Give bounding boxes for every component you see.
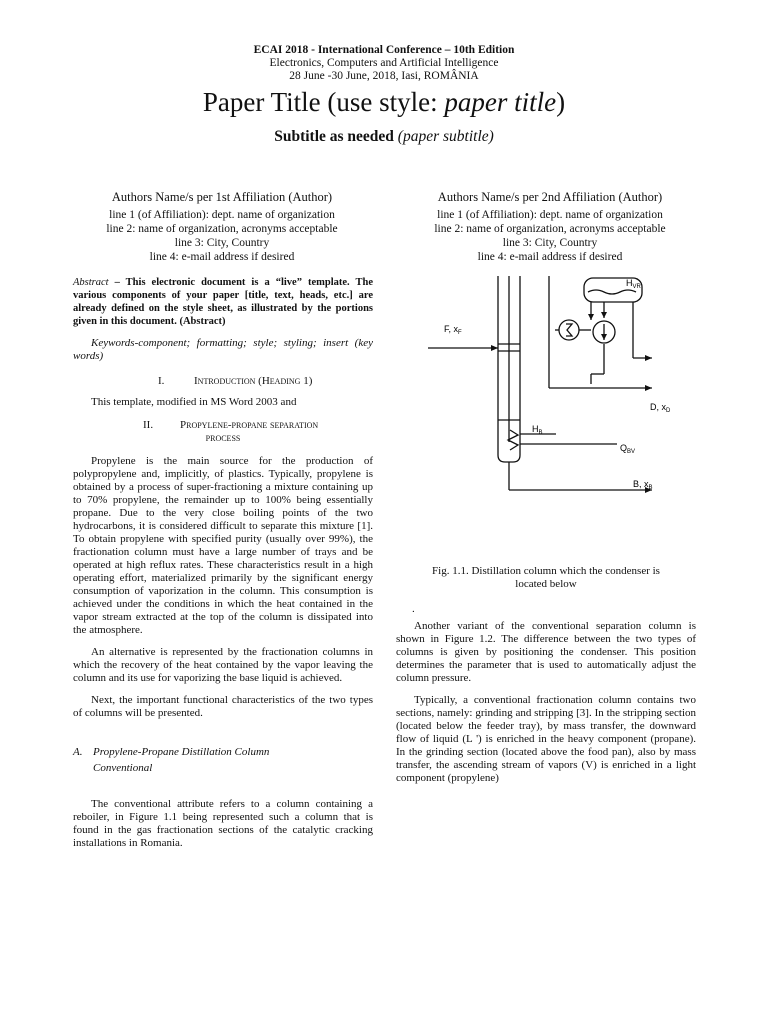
heading-separation-process	[73, 419, 373, 445]
subsection-title-line-2: Conventional	[93, 762, 153, 774]
section-number: I.	[158, 375, 165, 387]
right-column	[396, 565, 696, 785]
label-distillate: D, $x_D$	[650, 402, 671, 414]
paragraph-sections: Typically, a conventional fractionation column contains two sections, namely: grinding and stripping [3]. In the stripping section (located below the feeder tray), by mass transfer, the downward flow of liquid (L ') is enriched in the heavy component (propane). In the grinding section (located above the food pan), also by mass transfer, the ascending stream of vapors (V) is enriched in a light component (propylene)	[396, 694, 696, 784]
paper-title	[0, 86, 768, 118]
subtitle-italic: (paper subtitle)	[397, 128, 494, 145]
intro-text: This template, modified in MS Word 2003 and	[91, 396, 297, 408]
abstract	[73, 276, 373, 328]
paragraph-next: Next, the important functional characteristics of the two types of columns will be presented.	[73, 694, 373, 719]
figure-caption	[396, 565, 696, 591]
figure-distillation-column	[424, 272, 671, 496]
caption-line-1: Fig. 1.1. Distillation column which the condenser is	[432, 565, 660, 577]
conference-dates: 28 June -30 June, 2018, Iasi, ROMÂNIA	[289, 70, 479, 82]
left-column	[73, 276, 373, 850]
affiliation-line-2: line 2: name of organization, acronyms acceptable	[434, 223, 666, 235]
affiliation-line-2: line 2: name of organization, acronyms acceptable	[106, 223, 338, 235]
section-number: II.	[143, 419, 154, 431]
label-hb: $H_B$	[532, 424, 543, 436]
paragraph-variant: Another variant of the conventional separation column is shown in Figure 1.2. The difference between the two types of columns is given by positioning the condenser. This position determines the parameter that is used to automatically adjust the column pressure.	[396, 620, 696, 684]
title-close: )	[556, 87, 566, 117]
label-feed: F, $x_F$	[444, 324, 462, 336]
subsection-title-line-1: Propylene-Propane Distillation Column	[93, 746, 270, 758]
paragraph-conventional: The conventional attribute refers to a column containing a reboiler, in Figure 1.1 being represented such a column that is found in the gas fractionation sections of the catalytic cracking installations in Romania.	[73, 798, 373, 849]
conference-name: ECAI 2018 - International Conference – 10th Edition	[253, 44, 515, 56]
conference-topic: Electronics, Computers and Artificial Intelligence	[269, 57, 499, 69]
paragraph-propylene: Propylene is the main source for the production of polypropylene and, implicitly, of plastics. Typically, propylene is obtained by a process of super-fractioning a mixture containing up to 70% propylene, the remainder up to 100% being essentially propane. Due to the very close boiling points of the two hydrocarbons, it is considered difficult to separate this mixture [1]. To obtain propylene with specified purity (usually over 99%), the fractionation column must have a large number of trays and be operated at high reflux rates. These characteristics result in a high operating effort, materialized primarily by the significant energy consumption of vaporization in the column. This consumption is achieved under the conditions in which the heat contained in the vapor stream extracted at the top of the column is dissipated into the atmosphere.	[73, 455, 373, 636]
title-italic: paper title	[444, 87, 557, 117]
section-title-line-1: Propylene-propane separation	[180, 419, 319, 431]
author-block-2	[394, 189, 706, 264]
affiliation-line-4: line 4: e-mail address if desired	[149, 251, 295, 263]
author-name: Authors Name/s per 1st Affiliation (Author)	[111, 190, 333, 204]
affiliation-line-3: line 3: City, Country	[502, 237, 598, 249]
paper-subtitle	[0, 128, 768, 146]
section-title: Introduction (Heading 1)	[194, 375, 313, 387]
affiliation-line-1: line 1 (of Affiliation): dept. name of organization	[437, 209, 663, 221]
label-hvr: $H_{VR}$	[626, 278, 641, 290]
label-qbv: $Q_{BV}$	[620, 443, 636, 455]
author-name: Authors Name/s per 2nd Affiliation (Author)	[437, 190, 663, 204]
caption-line-2: located below	[515, 578, 577, 590]
keywords: Keywords-component; formatting; style; styling; insert (key words)	[73, 337, 373, 362]
label-bottoms: B, $x_B$	[633, 479, 653, 491]
subheading-a	[73, 744, 373, 776]
affiliation-line-3: line 3: City, Country	[174, 237, 270, 249]
heading-introduction	[73, 375, 373, 388]
abstract-text: – This electronic document is a “live” template. The various components of your paper [title, text, heads, etc.] are already defined on the style sheet, as illustrated by the portions given in this document. (Abstract)	[73, 277, 373, 327]
affiliation-line-1: line 1 (of Affiliation): dept. name of organization	[109, 209, 335, 221]
subtitle-bold: Subtitle as needed	[274, 128, 398, 145]
affiliation-line-4: line 4: e-mail address if desired	[477, 251, 623, 263]
title-main: Paper Title (use style:	[202, 87, 445, 117]
section-title-line-2: process	[205, 432, 241, 444]
distillation-diagram	[424, 272, 671, 496]
conference-header	[0, 44, 768, 83]
author-block-1	[66, 189, 378, 264]
abstract-label: Abstract	[73, 277, 109, 288]
subsection-label: A.	[73, 746, 83, 758]
stray-dot: .	[412, 603, 415, 615]
paragraph-alternative: An alternative is represented by the fractionation columns in which the recovery of the heat contained by the vapor leaving the column and its use for vaporizing the base liquid is achieved.	[73, 646, 373, 684]
